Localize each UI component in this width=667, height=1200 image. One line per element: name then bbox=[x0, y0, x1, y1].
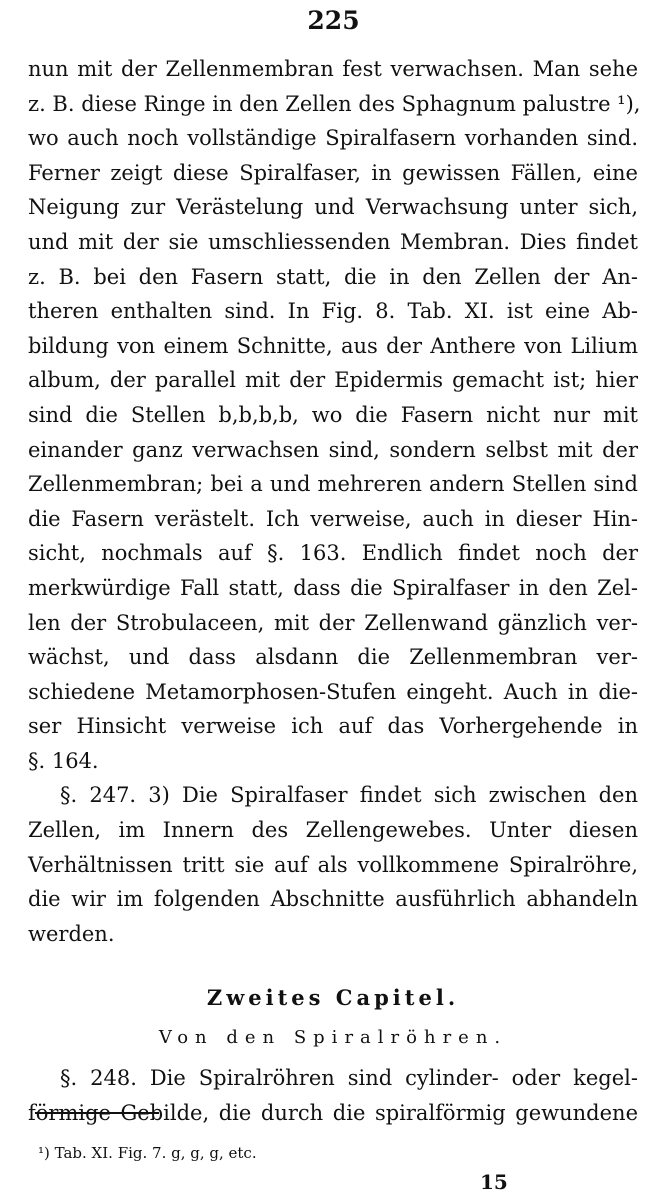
chapter-title: Zweites Capitel. bbox=[206, 985, 460, 1011]
text-line: wo auch noch vollständige Spiralfasern vorhanden sind. bbox=[28, 126, 638, 151]
spacer bbox=[28, 951, 638, 971]
paragraph-247-line: §. 247. 3) Die Spiralfaser findet sich zwischen den bbox=[60, 783, 638, 808]
text-line: sicht, nochmals auf §. 163. Endlich findet noch der bbox=[28, 541, 638, 566]
paragraph-247-line: Zellen, im Innern des Zellengewebes. Unter diesen bbox=[28, 818, 638, 843]
text-line: theren enthalten sind. In Fig. 8. Tab. XI. ist eine Ab- bbox=[28, 299, 638, 324]
text-line: sind die Stellen b,b,b,b, wo die Fasern nicht nur mit bbox=[28, 402, 638, 427]
text-line: und mit der sie umschliessenden Membran. Dies findet bbox=[28, 229, 638, 254]
paragraph-248-line: förmige Gebilde, die durch die spiralförmig gewundene bbox=[28, 1101, 638, 1126]
paragraph-247-line: die wir im folgenden Abschnitte ausführlich abhandeln bbox=[28, 887, 638, 912]
text-line: merkwürdige Fall statt, dass die Spiralfaser in den Zel- bbox=[28, 575, 638, 600]
text-line: bildung von einem Schnitte, aus der Anthere von Lilium bbox=[28, 333, 638, 358]
paragraph-247-line: werden. bbox=[28, 921, 115, 946]
text-line: Neigung zur Verästelung und Verwachsung unter sich, bbox=[28, 195, 638, 220]
text-line: Zellenmembran; bei a und mehreren andern Stellen sind bbox=[28, 472, 638, 497]
text-line: die Fasern verästelt. Ich verweise, auch in dieser Hin- bbox=[28, 506, 638, 531]
section-title: Von den Spiralröhren. bbox=[158, 1027, 508, 1049]
text-line: Ferner zeigt diese Spiralfaser, in gewissen Fällen, eine bbox=[28, 160, 638, 185]
text-line: §. 164. bbox=[28, 748, 99, 773]
text-line: wächst, und dass alsdann die Zellenmembran ver- bbox=[28, 645, 638, 670]
signature-mark: 15 bbox=[480, 1170, 508, 1194]
body-text bbox=[28, 52, 641, 1131]
text-line: album, der parallel mit der Epidermis gemacht ist; hier bbox=[28, 368, 638, 393]
text-line: z. B. diese Ringe in den Zellen des Sphagnum palustre ¹), bbox=[28, 91, 641, 116]
footnote: ¹) Tab. XI. Fig. 7. g, g, g, etc. bbox=[38, 1144, 257, 1162]
text-line: ser Hinsicht verweise ich auf das Vorhergehende in bbox=[28, 714, 638, 739]
text-line: schiedene Metamorphosen-Stufen eingeht. Auch in die- bbox=[28, 679, 638, 704]
footnote-divider bbox=[35, 1112, 159, 1114]
text-line: nun mit der Zellenmembran fest verwachsen. Man sehe bbox=[28, 57, 638, 81]
text-line: len der Strobulaceen, mit der Zellenwand gänzlich ver- bbox=[28, 610, 638, 635]
text-line: z. B. bei den Fasern statt, die in den Zellen der An- bbox=[28, 264, 638, 289]
text-line: einander ganz verwachsen sind, sondern selbst mit der bbox=[28, 437, 638, 462]
paragraph-248-line: §. 248. Die Spiralröhren sind cylinder- oder kegel- bbox=[60, 1066, 638, 1091]
paragraph-247-line: Verhältnissen tritt sie auf als vollkommene Spiralröhre, bbox=[28, 852, 638, 877]
page-number: 225 bbox=[307, 6, 360, 35]
